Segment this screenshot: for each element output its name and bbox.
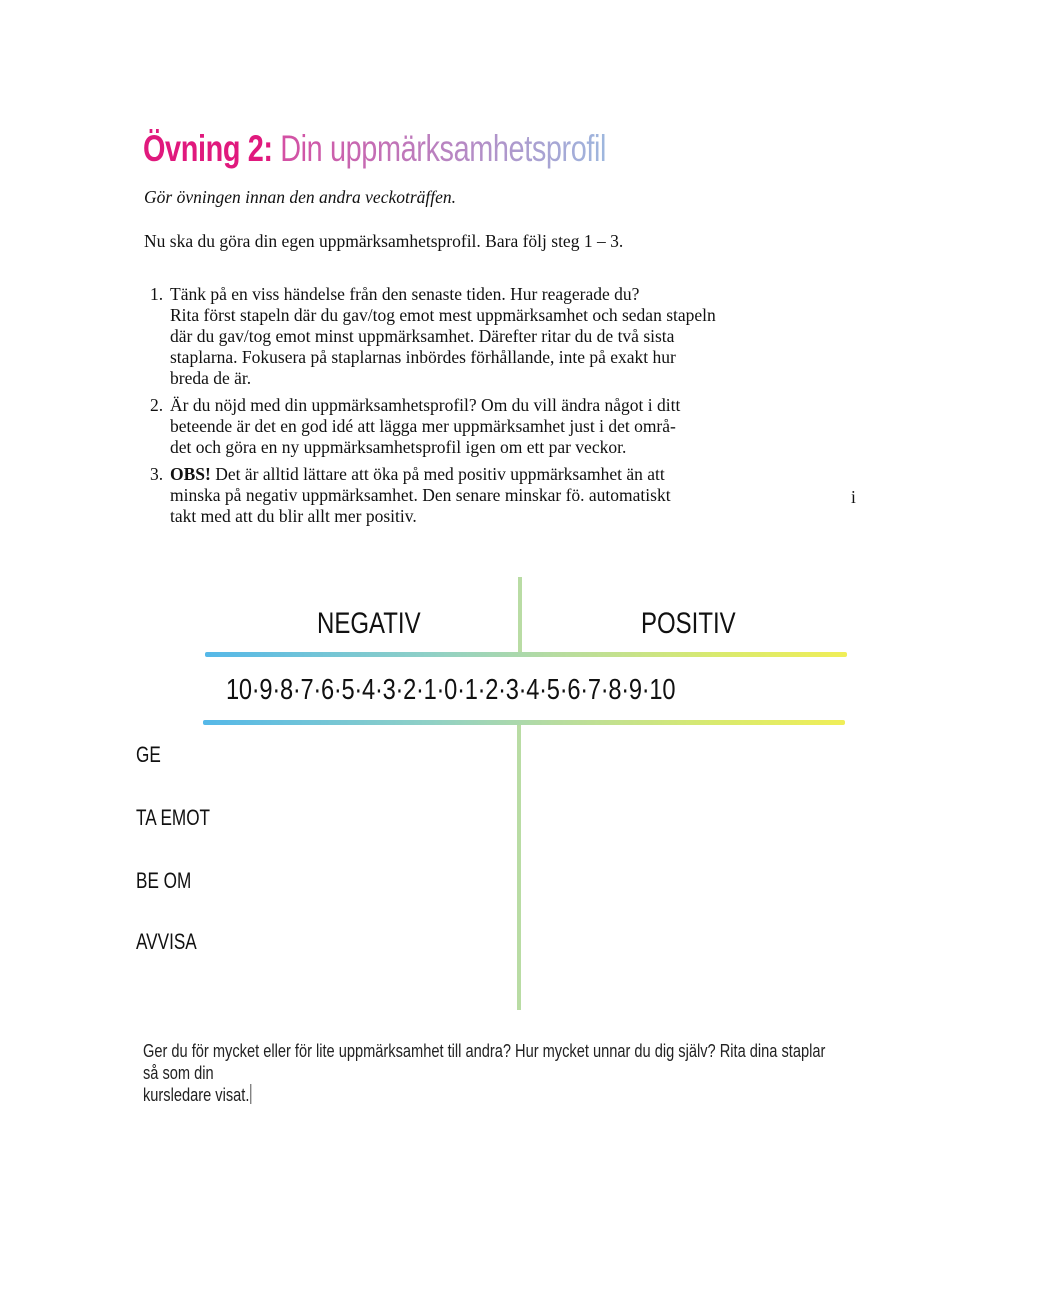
step-number: 1. [150, 284, 164, 304]
title-text: Din uppmärksamhetsprofil [280, 128, 607, 169]
step-line: takt med att du blir allt mer positiv. [170, 506, 417, 526]
positive-label: POSITIV [641, 607, 736, 640]
obs-label: OBS! [170, 464, 211, 484]
title-exercise-number: Övning 2: [143, 128, 273, 169]
row-label-ge: GE [136, 742, 161, 767]
step-line: det och göra en ny uppmärksamhetsprofil igen om ett par veckor. [170, 437, 627, 457]
center-divider-top [518, 577, 522, 655]
scale-top-line [205, 652, 847, 657]
intro-text: Nu ska du göra din egen uppmärksamhetsprofil. Bara följ steg 1 – 3. [144, 231, 624, 251]
center-divider-bottom [517, 725, 521, 1010]
step-line: Rita först stapeln där du gav/tog emot mest uppmärksamhet och sedan stapeln [170, 305, 716, 325]
footer-line [143, 1084, 838, 1106]
stray-character: i [851, 487, 856, 507]
step-text: Det är alltid lättare att öka på med positiv uppmärksamhet än att [210, 464, 665, 484]
negative-label: NEGATIV [317, 607, 421, 640]
footer-line: Ger du för mycket eller för lite uppmärksamhet till andra? Hur mycket unnar du dig själv? Rita dina staplar så som din [143, 1040, 826, 1083]
page-title [143, 124, 606, 174]
step-3 [144, 464, 864, 527]
step-2 [144, 395, 864, 458]
row-label-ta-emot: TA EMOT [136, 805, 211, 830]
footer-note[interactable] [143, 1040, 838, 1106]
step-line: beteende är det en god idé att lägga mer uppmärksamhet just i det områ- [170, 416, 676, 436]
scale-bottom-line [203, 720, 845, 725]
step-number: 2. [150, 395, 164, 415]
attention-scale: 10·9·8·7·6·5·4·3·2·1·0·1·2·3·4·5·6·7·8·9·10 [226, 674, 676, 706]
step-line [170, 464, 864, 485]
step-line: där du gav/tog emot minst uppmärksamhet. Därefter ritar du de två sista [170, 326, 675, 346]
step-line: Tänk på en viss händelse från den senaste tiden. Hur reagerade du? [170, 284, 640, 304]
row-label-avvisa: AVVISA [136, 929, 197, 954]
step-line: staplarna. Fokusera på staplarnas inbördes förhållande, inte på exakt hur [170, 347, 676, 367]
steps-list [144, 284, 864, 533]
step-line: minska på negativ uppmärksamhet. Den senare minskar fö. automatiskt [170, 485, 671, 505]
row-label-be-om: BE OM [136, 868, 192, 893]
step-number: 3. [150, 464, 164, 484]
footer-text: kursledare visat. [143, 1084, 250, 1105]
step-line: Är du nöjd med din uppmärksamhetsprofil? Om du vill ändra något i ditt [170, 395, 681, 415]
text-cursor [250, 1084, 251, 1104]
subtitle: Gör övningen innan den andra veckoträffen. [144, 187, 457, 207]
step-1 [144, 284, 864, 389]
step-line: breda de är. [170, 368, 252, 388]
